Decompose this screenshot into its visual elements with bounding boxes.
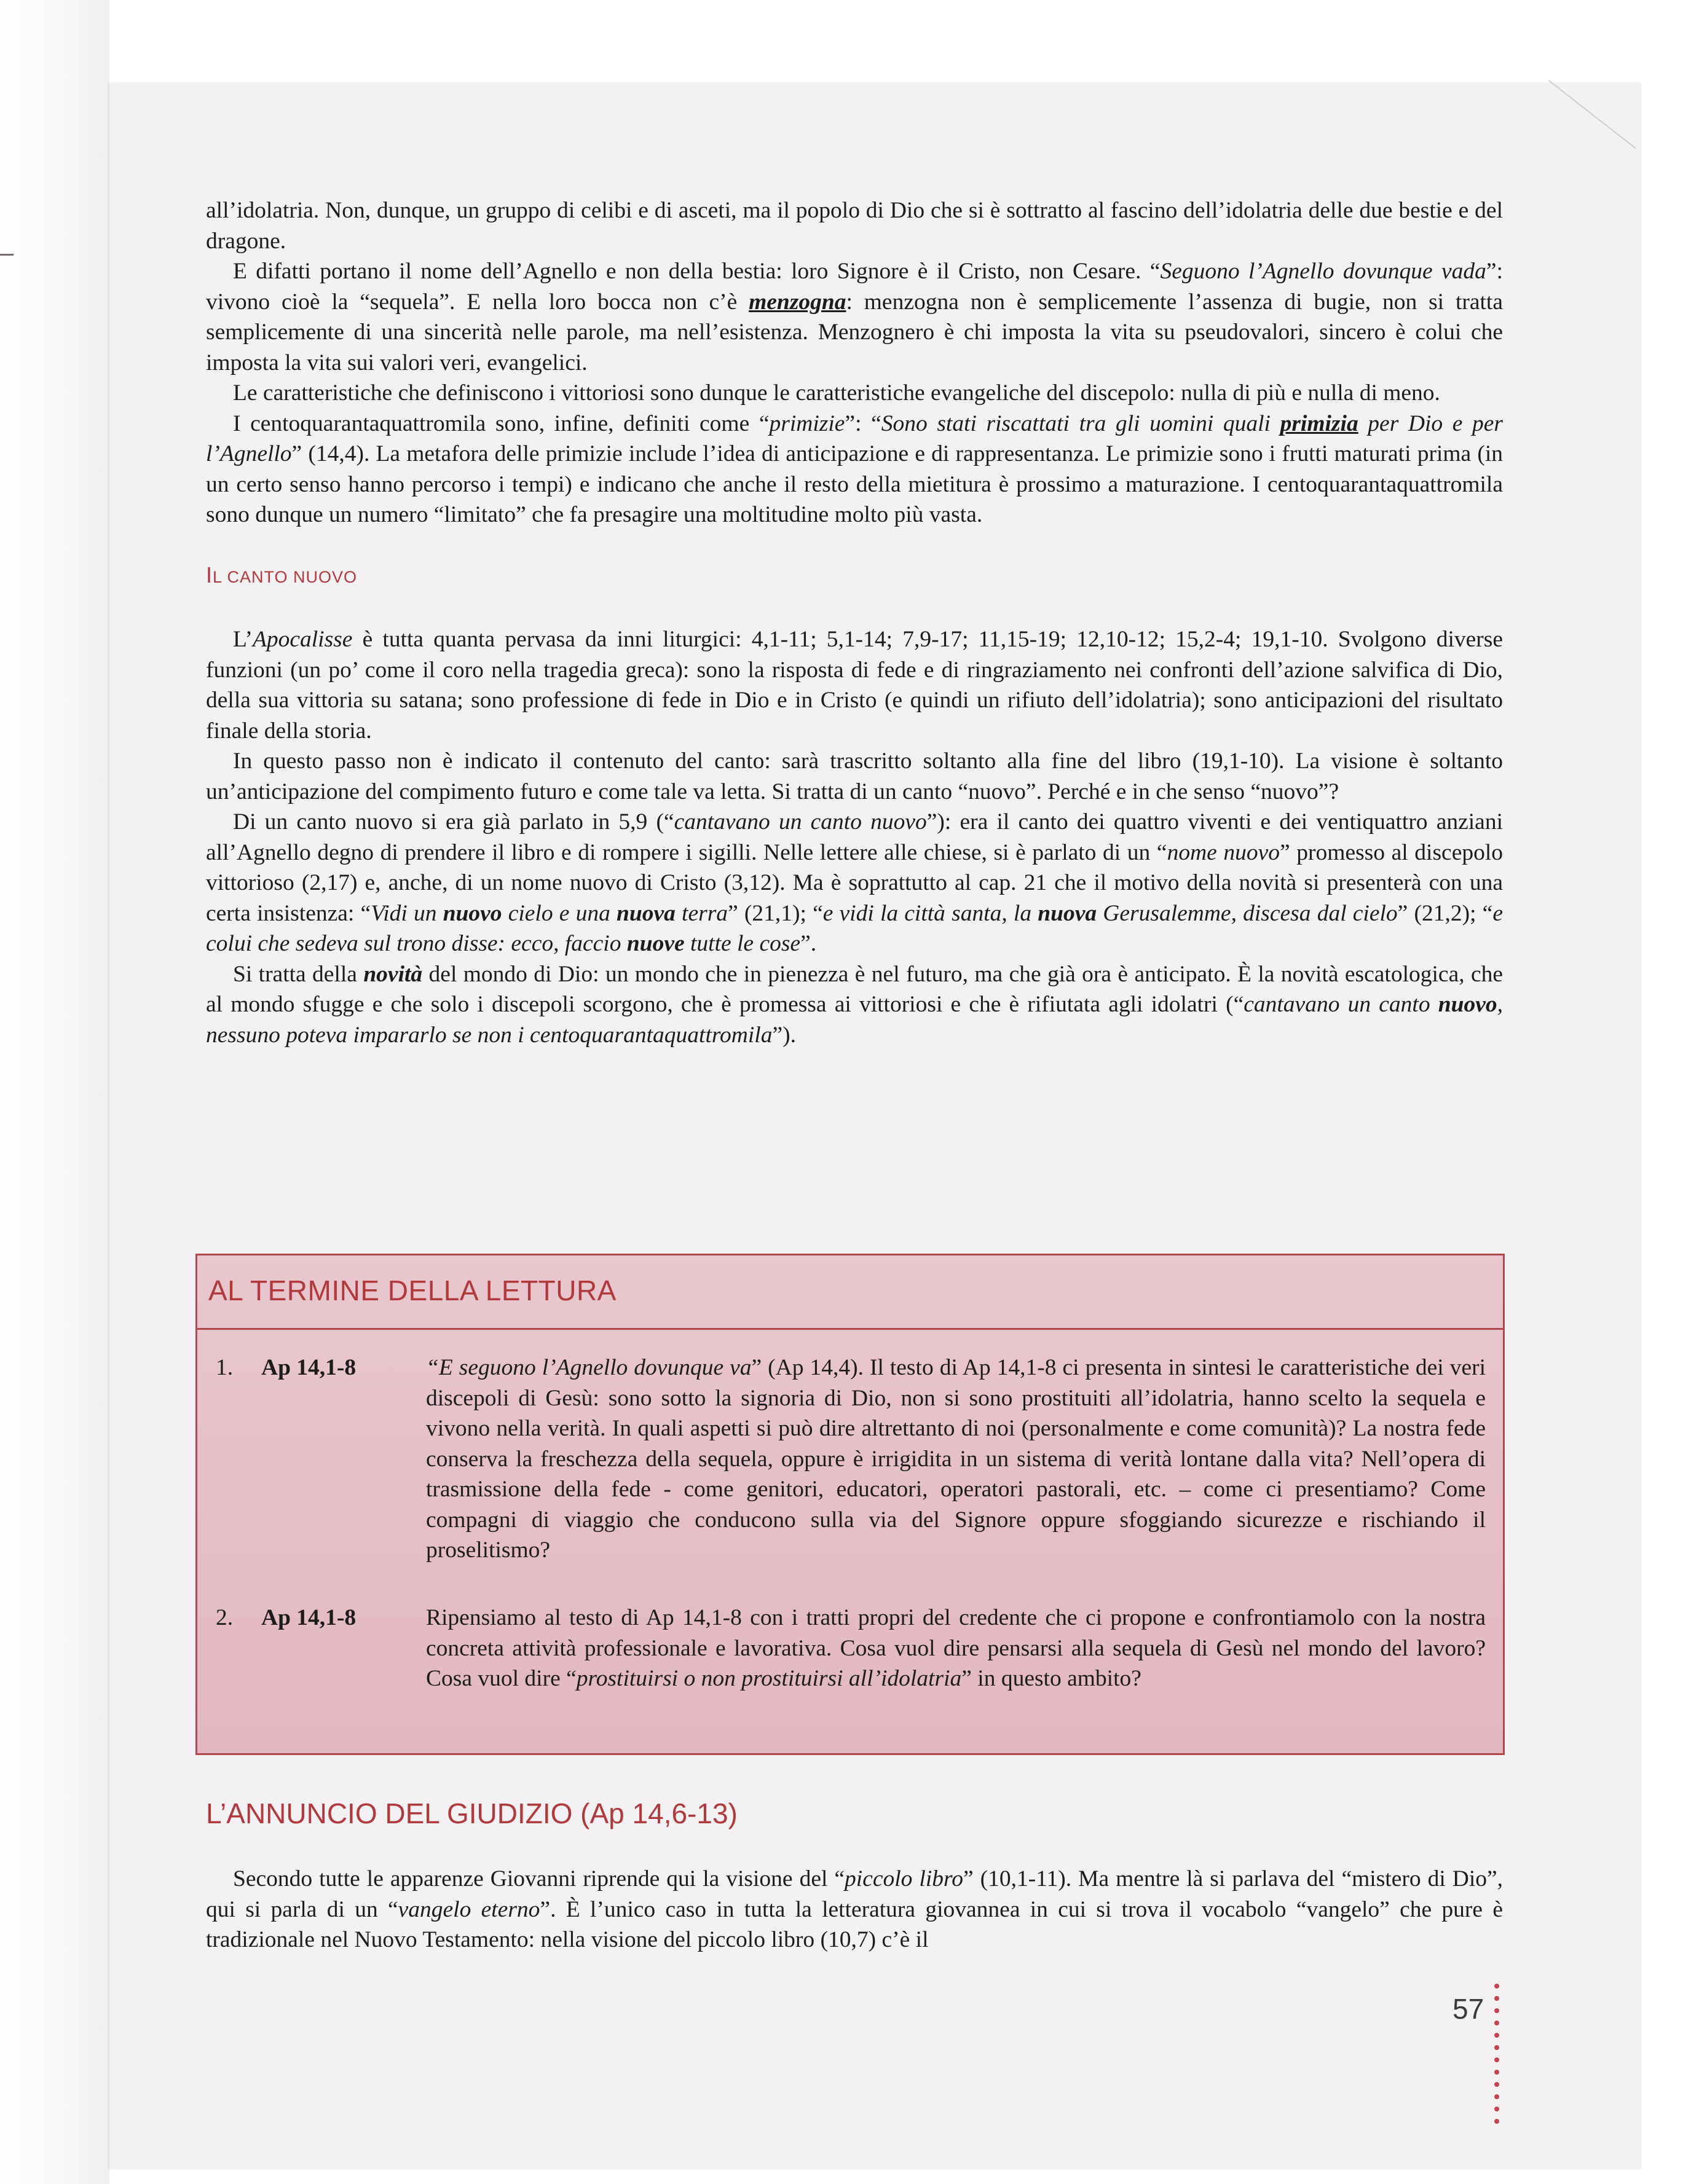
section-heading: IL CANTO NUOVO	[206, 562, 358, 587]
box-title: AL TERMINE DELLA LETTURA	[208, 1275, 617, 1306]
main-text	[206, 195, 1503, 1050]
item-text: Ripensiamo al testo di Ap 14,1-8 con i tratti propri del credente che ci propone e confrontiamolo con la nostra concreta attività professionale e lavorativa. Cosa vuol dire pensarsi alla sequela di Gesù nel mondo del lavoro? Cosa vuol dire “prostituirsi o non prostituirsi all’idolatria” in questo ambito?	[426, 1605, 1486, 1691]
page-dots-decoration	[1494, 1984, 1502, 2131]
paragraph: In questo passo non è indicato il contenuto del canto: sarà trascritto soltanto alla fine del libro (19,1-10). La visione è soltanto un’anticipazione del compimento futuro e come tale va letta. Si tratta di un canto “nuovo”. Perché e in che senso “nuovo”?	[206, 748, 1503, 804]
page-number: 57	[1452, 1993, 1484, 2025]
paragraph: Le caratteristiche che definiscono i vittoriosi sono dunque le caratteristiche evangeliche del discepolo: nulla di più e nulla di meno.	[233, 380, 1440, 406]
item-reference: Ap 14,1-8	[261, 1355, 357, 1380]
paragraph: I centoquarantaquattromila sono, infine, definiti come “primizie”: “Sono stati riscattati tra gli uomini quali primizia per Dio e per l’Agnello” (14,4). La metafora delle primizie include l’idea di anticipazione e di rappresentanza. Le primizie sono i frutti maturati prima (in un certo senso hanno percorso i tempi) e indicano che anche il resto della mietitura è prossimo a maturazione. I centoquarantaquattromila sono dunque un numero “limitato” che fa presagire una moltitudine molto più vasta.	[206, 410, 1503, 527]
item-number: 1.	[216, 1355, 234, 1380]
paragraph: L’Apocalisse è tutta quanta pervasa da inni liturgici: 4,1-11; 5,1-14; 7,9-17; 11,15-19; 12,10-12; 15,2-4; 19,1-10. Svolgono diverse funzioni (un po’ come il coro nella tragedia greca): sono la risposta di fede e di ringraziamento nei confronti dell’azione salvifica di Dio, della sua vittoria su satana; sono professione di fede in Dio e in Cristo (e quindi un rifiuto dell’idolatria); sono anticipazioni del risultato finale della storia.	[206, 627, 1503, 744]
section-heading: L’ANNUNCIO DEL GIUDIZIO (Ap 14,6-13)	[206, 1797, 738, 1829]
paragraph: all’idolatria. Non, dunque, un gruppo di celibi e di asceti, ma il popolo di Dio che si è sottratto al fascino dell’idolatria delle due bestie e del dragone.	[206, 198, 1503, 254]
scan-left-edge	[0, 0, 109, 2184]
margin-mark	[0, 254, 14, 256]
item-number: 2.	[216, 1605, 234, 1630]
paragraph: Si tratta della novità del mondo di Dio: un mondo che in pienezza è nel futuro, ma che già ora è anticipato. È la novità escatologica, che al mondo sfugge e che solo i discepoli scorgono, che è promessa ai vittoriosi e che è rifiutata agli idolatri (“cantavano un canto nuovo, nessuno poteva impararlo se non i centoquarantaquattromila”).	[206, 961, 1504, 1048]
item-text: “E seguono l’Agnello dovunque va” (Ap 14,4). Il testo di Ap 14,1-8 ci presenta in sintesi le caratteristiche dei veri discepoli di Gesù: sono sotto la signoria di Dio, non si sono prostituiti all’idolatria, hanno scelto la sequela e vivono nella verità. In quali aspetti si può dire altrettanto di noi (personalmente e come comunità)? La nostra fede conserva la freschezza della sequela, oppure è irrigidita in un sistema di verità lontane dalla vita? Nell’opera di trasmissione della fede - come genitori, educatori, operatori pastorali, etc. – come ci presentiamo? Come compagni di viaggio che conducono sulla via del Signore oppure sfoggiando sicurezze e rischiando il proselitismo?	[426, 1355, 1486, 1563]
reading-box	[195, 1254, 1505, 1755]
item-reference: Ap 14,1-8	[261, 1605, 357, 1630]
paragraph: Secondo tutte le apparenze Giovanni riprende qui la visione del “piccolo libro” (10,1-11). Ma mentre là si parlava del “mistero di Dio”, qui si parla di un “vangelo eterno”. È l’unico caso in tutta la letteratura giovannea in cui si trova il vocabolo “vangelo” che pure è tradizionale nel Nuovo Testamento: nella visione del piccolo libro (10,7) c’è il	[206, 1866, 1504, 1952]
paragraph: Di un canto nuovo si era già parlato in 5,9 (“cantavano un canto nuovo”): era il canto dei quattro viventi e dei ventiquattro anziani all’Agnello degno di prendere il libro e di rompere i sigilli. Nelle lettere alle chiese, si è parlato di un “nome nuovo” promesso al discepolo vittorioso (2,17) e, anche, di un nome nuovo di Cristo (3,12). Ma è soprattutto al cap. 21 che il motivo della novità si presenterà con una certa insistenza: “Vidi un nuovo cielo e una nuova terra” (21,1); “e vidi la città santa, la nuova Gerusalemme, discesa dal cielo” (21,2); “e colui che sedeva sul trono disse: ecco, faccio nuove tutte le cose”.	[206, 809, 1504, 956]
paragraph: E difatti portano il nome dell’Agnello e non della bestia: loro Signore è il Cristo, non Cesare. “Seguono l’Agnello dovunque vada”: vivono cioè la “sequela”. E nella loro bocca non c’è menzogna: menzogna non è semplicemente l’assenza di bugie, non si tratta semplicemente di una sincerità nelle parole, ma nell’esistenza. Menzognero è chi imposta la vita su pseudovalori, sincero è colui che imposta la vita sui valori veri, evangelici.	[206, 259, 1503, 375]
box-divider	[197, 1328, 1503, 1330]
